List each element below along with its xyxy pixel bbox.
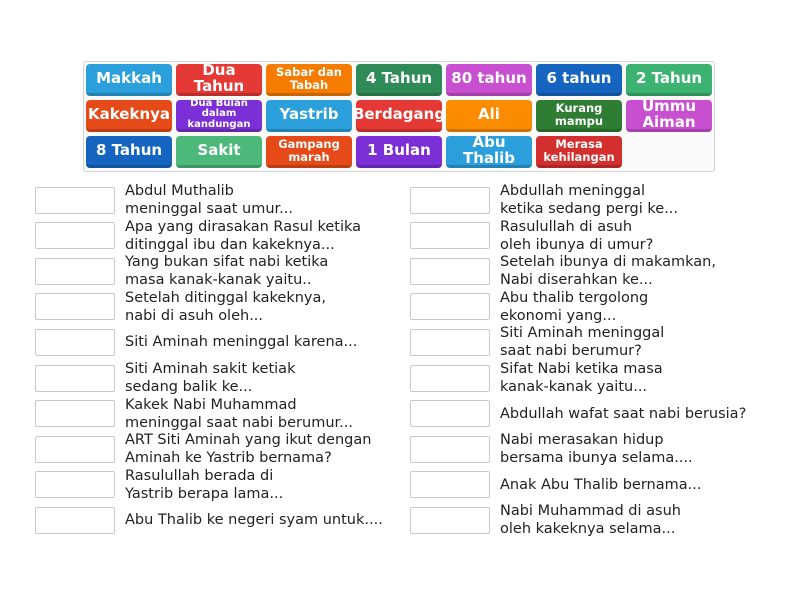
question-text-left: Apa yang dirasakan Rasul ketika ditinggal ibu dan kakeknya... xyxy=(125,218,362,253)
question-text-right: Anak Abu Thalib bernama... xyxy=(500,476,702,493)
question-text-right: Nabi Muhammad di asuh oleh kakeknya selama... xyxy=(500,503,681,538)
question-text-left: Siti Aminah meninggal karena... xyxy=(125,334,358,351)
drop-box-left[interactable] xyxy=(35,187,115,214)
answer-tile[interactable]: Kurang mampu xyxy=(536,100,622,132)
question-text-left: Abu Thalib ke negeri syam untuk.... xyxy=(125,512,383,529)
answer-tile[interactable]: Yastrib xyxy=(266,100,352,132)
drop-box-right[interactable] xyxy=(410,222,490,249)
question-text-right: Abdullah wafat saat nabi berusia? xyxy=(500,405,747,422)
drop-box-right[interactable] xyxy=(410,293,490,320)
answer-tile[interactable]: Abu Thalib xyxy=(446,136,532,168)
answer-tile[interactable]: Sabar dan Tabah xyxy=(266,64,352,96)
answer-tile[interactable]: 80 tahun xyxy=(446,64,532,96)
drop-box-left[interactable] xyxy=(35,329,115,356)
drop-box-left[interactable] xyxy=(35,400,115,427)
answer-tile[interactable]: 6 tahun xyxy=(536,64,622,96)
drop-box-right[interactable] xyxy=(410,329,490,356)
question-text-left: ART Siti Aminah yang ikut dengan Aminah ke Yastrib bernama? xyxy=(125,432,372,467)
drop-box-left[interactable] xyxy=(35,436,115,463)
question-text-right: Abu thalib tergolong ekonomi yang... xyxy=(500,289,649,324)
answer-tile[interactable]: 4 Tahun xyxy=(356,64,442,96)
answer-tile[interactable]: Kakeknya xyxy=(86,100,172,132)
question-text-right: Nabi merasakan hidup bersama ibunya selama.... xyxy=(500,432,693,467)
question-text-right: Setelah ibunya di makamkan, Nabi diserahkan ke... xyxy=(500,254,716,289)
answer-tile[interactable]: Gampang marah xyxy=(266,136,352,168)
question-text-right: Siti Aminah meninggal saat nabi berumur? xyxy=(500,325,665,360)
drop-box-right[interactable] xyxy=(410,365,490,392)
question-text-right: Sifat Nabi ketika masa kanak-kanak yaitu... xyxy=(500,361,663,395)
drop-box-right[interactable] xyxy=(410,187,490,214)
drop-box-left[interactable] xyxy=(35,507,115,534)
drop-box-left[interactable] xyxy=(35,258,115,285)
drop-box-left[interactable] xyxy=(35,365,115,392)
drop-box-left[interactable] xyxy=(35,293,115,320)
answer-tile[interactable]: Berdagang xyxy=(356,100,442,132)
answer-tile[interactable]: Ummu Aiman xyxy=(626,100,712,132)
question-text-left: Abdul Muthalib meninggal saat umur... xyxy=(125,183,293,217)
question-text-left: Rasulullah berada di Yastrib berapa lama... xyxy=(125,467,284,502)
answer-tile[interactable]: 2 Tahun xyxy=(626,64,712,96)
drop-box-right[interactable] xyxy=(410,258,490,285)
drop-box-right[interactable] xyxy=(410,507,490,534)
answer-tile[interactable]: Dua Tahun xyxy=(176,64,262,96)
question-text-left: Siti Aminah sakit ketiak sedang balik ke... xyxy=(125,361,296,395)
question-text-right: Abdullah meninggal ketika sedang pergi ke... xyxy=(500,183,679,217)
answer-tile[interactable]: Merasa kehilangan xyxy=(536,136,622,168)
drop-box-left[interactable] xyxy=(35,471,115,498)
drop-box-left[interactable] xyxy=(35,222,115,249)
drop-box-right[interactable] xyxy=(410,400,490,427)
drop-box-right[interactable] xyxy=(410,436,490,463)
question-text-left: Yang bukan sifat nabi ketika masa kanak-kanak yaitu.. xyxy=(125,254,329,289)
answer-tile[interactable]: Dua Bulan dalam kandungan xyxy=(176,100,262,132)
question-text-left: Setelah ditinggal kakeknya, nabi di asuh oleh... xyxy=(125,289,327,324)
answer-tile[interactable]: 1 Bulan xyxy=(356,136,442,168)
drop-box-right[interactable] xyxy=(410,471,490,498)
answer-tile[interactable]: Ali xyxy=(446,100,532,132)
answer-tile[interactable]: 8 Tahun xyxy=(86,136,172,168)
answer-tile[interactable]: Sakit xyxy=(176,136,262,168)
answer-tile[interactable]: Makkah xyxy=(86,64,172,96)
question-text-left: Kakek Nabi Muhammad meninggal saat nabi berumur... xyxy=(125,396,353,431)
question-text-right: Rasulullah di asuh oleh ibunya di umur? xyxy=(500,218,654,253)
